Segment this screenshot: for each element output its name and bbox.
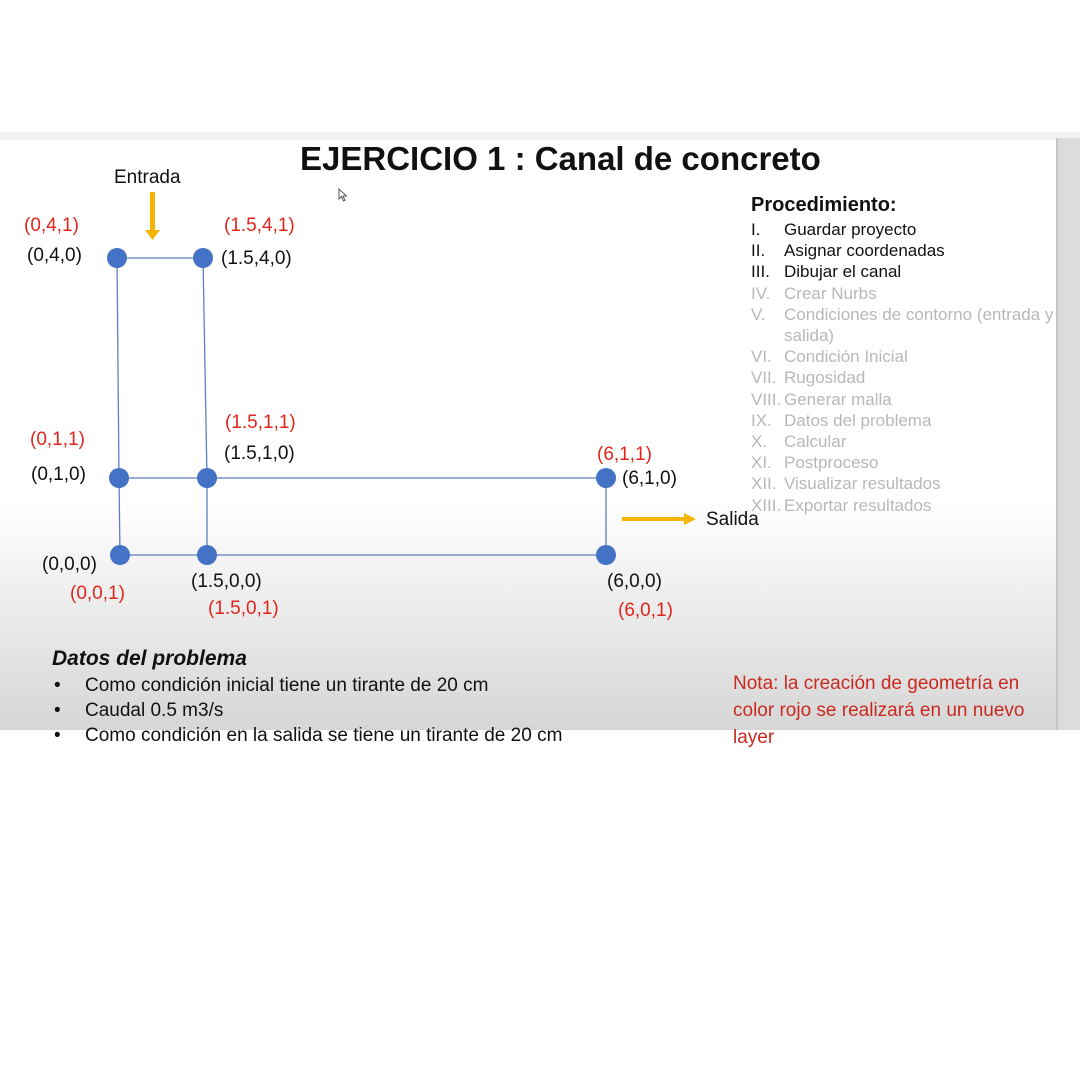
proc-item-num: I. xyxy=(751,220,761,239)
proc-item-num: X. xyxy=(751,432,768,452)
proc-item-num: IX. xyxy=(751,410,772,430)
entrada-label: Entrada xyxy=(114,167,181,188)
node-6-0 xyxy=(596,545,616,565)
proc-item xyxy=(751,495,1061,516)
coord-red-0-1: (0,1,1) xyxy=(30,429,85,450)
proc-item-num: VII. xyxy=(751,368,777,388)
proc-item xyxy=(751,367,1061,388)
entrada-arrow-icon xyxy=(145,192,160,240)
proc-item-num: IV. xyxy=(751,283,771,303)
slide-title: EJERCICIO 1 : Canal de concreto xyxy=(300,140,821,177)
proc-item xyxy=(751,473,1061,494)
procedimiento-list xyxy=(751,219,1061,516)
proc-item-text: Condición Inicial xyxy=(784,347,908,367)
proc-item-num: XIII. xyxy=(751,495,782,515)
datos-list xyxy=(52,673,562,748)
proc-item-num: III. xyxy=(751,262,770,282)
proc-item-text: Crear Nurbs xyxy=(784,283,877,303)
datos-item: • Como condición inicial tiene un tirante de 20 cm xyxy=(52,673,562,698)
datos-item: • Como condición en la salida se tiene un tirante de 20 cm xyxy=(52,723,562,748)
coord-black-0-0: (0,0,0) xyxy=(42,554,97,575)
proc-item-text: Datos del problema xyxy=(784,410,932,430)
coord-red-6-1: (6,1,1) xyxy=(597,444,652,465)
proc-item xyxy=(751,346,1061,367)
mouse-cursor-icon xyxy=(338,188,348,207)
proc-item-num: XII. xyxy=(751,474,777,494)
coord-red-1.5-4: (1.5,4,1) xyxy=(224,215,295,236)
node-1.5-4 xyxy=(193,248,213,268)
coord-black-6-0: (6,0,0) xyxy=(607,571,662,592)
node-0-0 xyxy=(110,545,130,565)
procedimiento-title: Procedimiento: xyxy=(751,194,897,216)
proc-item xyxy=(751,283,1061,304)
proc-item-text: Dibujar el canal xyxy=(784,262,902,282)
proc-item-text: Postproceso xyxy=(784,453,879,473)
proc-item xyxy=(751,410,1061,431)
salida-label: Salida xyxy=(706,509,759,530)
salida-arrow-icon xyxy=(622,513,696,525)
edge-mid-upper xyxy=(203,258,207,478)
node-6-1 xyxy=(596,468,616,488)
coord-red-0-0: (0,0,1) xyxy=(70,583,125,604)
proc-item xyxy=(751,240,1061,261)
coord-black-0-1: (0,1,0) xyxy=(31,464,86,485)
proc-item-text: Generar malla xyxy=(784,389,892,409)
proc-item xyxy=(751,452,1061,473)
proc-item-text: Condiciones de contorno (entrada y salida) xyxy=(784,304,1054,346)
coord-red-1.5-1: (1.5,1,1) xyxy=(225,412,296,433)
node-1.5-1 xyxy=(197,468,217,488)
proc-item-text: Asignar coordenadas xyxy=(784,241,945,261)
proc-item xyxy=(751,261,1061,282)
proc-item-num: XI. xyxy=(751,453,772,473)
proc-item xyxy=(751,304,1061,346)
edge-left-upper xyxy=(117,258,119,478)
coord-black-1.5-0: (1.5,0,0) xyxy=(191,571,262,592)
proc-item-num: II. xyxy=(751,241,766,261)
proc-item-text: Guardar proyecto xyxy=(784,220,917,239)
datos-item: • Caudal 0.5 m3/s xyxy=(52,698,562,723)
proc-item-num: VIII. xyxy=(751,389,782,409)
slide xyxy=(0,132,1080,748)
coord-black-1.5-4: (1.5,4,0) xyxy=(221,248,292,269)
coord-black-0-4: (0,4,0) xyxy=(27,245,82,266)
proc-item-text: Visualizar resultados xyxy=(784,474,941,494)
coord-red-6-0: (6,0,1) xyxy=(618,600,673,621)
node-0-4 xyxy=(107,248,127,268)
proc-item-num: V. xyxy=(751,304,766,324)
coord-red-1.5-0: (1.5,0,1) xyxy=(208,598,279,619)
node-0-1 xyxy=(109,468,129,488)
proc-item-num: VI. xyxy=(751,347,772,367)
proc-item-text: Calcular xyxy=(784,432,847,452)
nota-text: Nota: la creación de geometría en color rojo se realizará en un nuevo layer xyxy=(733,673,1025,748)
proc-item-text: Rugosidad xyxy=(784,368,866,388)
proc-item xyxy=(751,431,1061,452)
proc-item xyxy=(751,389,1061,410)
coord-black-6-1: (6,1,0) xyxy=(622,468,677,489)
proc-item-text: Exportar resultados xyxy=(784,495,932,515)
coord-black-1.5-1: (1.5,1,0) xyxy=(224,443,295,464)
proc-item xyxy=(751,219,1061,240)
node-1.5-0 xyxy=(197,545,217,565)
datos-title: Datos del problema xyxy=(52,647,247,670)
coord-red-0-4: (0,4,1) xyxy=(24,215,79,236)
edge-left-lower xyxy=(119,478,120,555)
